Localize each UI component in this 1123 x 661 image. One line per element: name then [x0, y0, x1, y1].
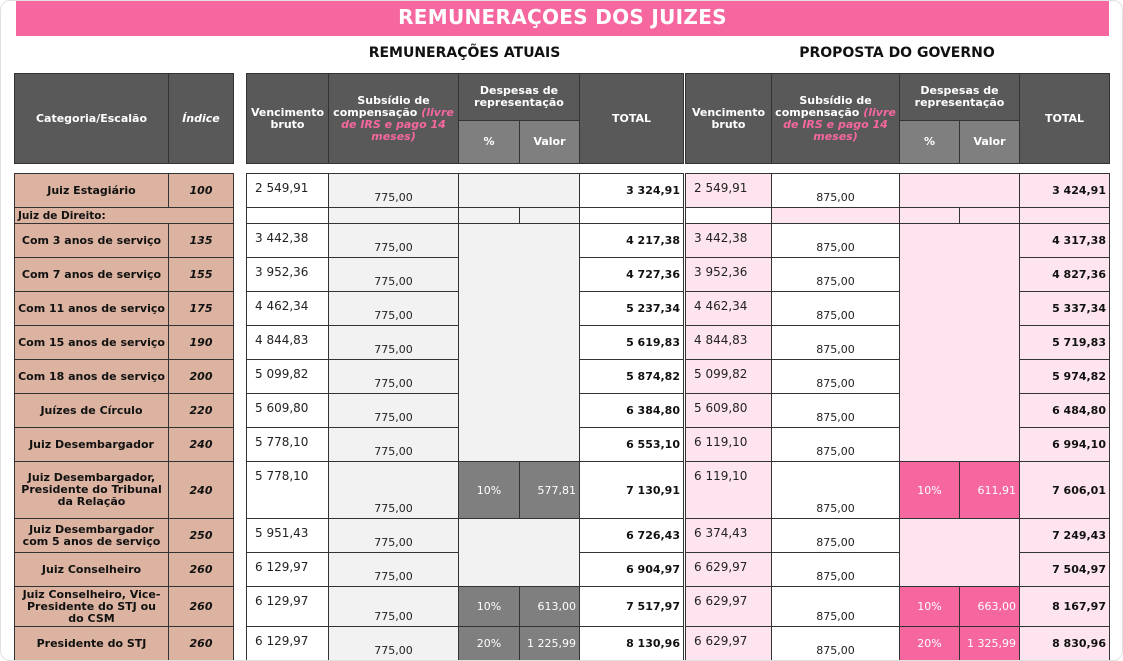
- proposal-pct-header: %: [900, 121, 960, 164]
- index-cell: 250: [169, 519, 234, 553]
- header-spacer: [686, 164, 1110, 174]
- current-pct-cell: [459, 174, 520, 208]
- category-table: [14, 73, 234, 661]
- current-subsidy-cell: 775,00: [329, 326, 459, 360]
- group-spacer-cell: [686, 208, 772, 224]
- category-cell: Com 7 anos de serviço: [15, 258, 169, 292]
- proposal-total-cell: 3 424,91: [1020, 174, 1110, 208]
- current-value-cell: [520, 553, 580, 587]
- proposal-value-cell: [960, 292, 1020, 326]
- proposal-total-cell: 8 830,96: [1020, 627, 1110, 661]
- proposal-base-header: Vencimento bruto: [686, 74, 772, 164]
- current-base-cell: 5 099,82: [247, 360, 329, 394]
- current-value-cell: [520, 519, 580, 553]
- proposal-pct-cell: [900, 428, 960, 462]
- current-total-cell: 5 874,82: [580, 360, 684, 394]
- index-cell: 100: [169, 174, 234, 208]
- proposal-pct-cell: [900, 326, 960, 360]
- current-value-cell: [520, 292, 580, 326]
- current-base-cell: 5 951,43: [247, 519, 329, 553]
- index-cell: 155: [169, 258, 234, 292]
- current-total-cell: 7 517,97: [580, 587, 684, 627]
- proposal-total-cell: 5 719,83: [1020, 326, 1110, 360]
- current-base-cell: 5 778,10: [247, 428, 329, 462]
- current-pct-cell: [459, 360, 520, 394]
- current-total-cell: 3 324,91: [580, 174, 684, 208]
- current-value-cell: [520, 224, 580, 258]
- proposal-total-cell: 7 504,97: [1020, 553, 1110, 587]
- proposal-total-cell: 5 337,34: [1020, 292, 1110, 326]
- current-base-cell: 6 129,97: [247, 627, 329, 661]
- proposal-pct-cell: [900, 224, 960, 258]
- current-value-cell: [520, 428, 580, 462]
- group-spacer-cell: [960, 208, 1020, 224]
- current-total-cell: 6 553,10: [580, 428, 684, 462]
- current-pct-cell: [459, 428, 520, 462]
- current-value-cell: 1 225,99: [520, 627, 580, 661]
- proposal-pct-cell: [900, 360, 960, 394]
- group-spacer-cell: [520, 208, 580, 224]
- index-cell: 190: [169, 326, 234, 360]
- current-total-cell: 6 726,43: [580, 519, 684, 553]
- current-total-cell: 8 130,96: [580, 627, 684, 661]
- category-cell: Juiz Conselheiro, Vice-Presidente do STJ ou do CSM: [15, 587, 169, 627]
- current-base-cell: 2 549,91: [247, 174, 329, 208]
- proposal-base-cell: 3 442,38: [686, 224, 772, 258]
- proposal-total-header: TOTAL: [1020, 74, 1110, 164]
- proposal-value-cell: [960, 428, 1020, 462]
- current-pct-cell: [459, 258, 520, 292]
- index-cell: 135: [169, 224, 234, 258]
- proposal-subsidy-cell: 875,00: [772, 428, 900, 462]
- current-subsidy-note: (livre de IRS e pago 14 meses): [341, 105, 454, 143]
- current-value-header: Valor: [520, 121, 580, 164]
- category-cell: Com 18 anos de serviço: [15, 360, 169, 394]
- current-base-cell: 5 778,10: [247, 462, 329, 519]
- current-subsidy-cell: 775,00: [329, 587, 459, 627]
- category-cell: Com 3 anos de serviço: [15, 224, 169, 258]
- proposal-subsidy-cell: 875,00: [772, 587, 900, 627]
- proposal-value-cell: [960, 258, 1020, 292]
- current-pct-cell: [459, 224, 520, 258]
- group-spacer-cell: [580, 208, 684, 224]
- current-subsidy-cell: 775,00: [329, 462, 459, 519]
- proposal-value-cell: [960, 394, 1020, 428]
- proposal-base-cell: 6 629,97: [686, 627, 772, 661]
- group-spacer-cell: [772, 208, 900, 224]
- proposal-base-cell: 6 119,10: [686, 462, 772, 519]
- group-spacer-cell: [459, 208, 520, 224]
- current-base-header: Vencimento bruto: [247, 74, 329, 164]
- current-value-cell: 613,00: [520, 587, 580, 627]
- current-total-cell: 5 237,34: [580, 292, 684, 326]
- current-subsidy-label: Subsídio de compensação: [333, 93, 430, 119]
- proposal-subsidy-cell: 875,00: [772, 326, 900, 360]
- category-cell: Juiz Desembargador, Presidente do Tribunal da Relação: [15, 462, 169, 519]
- proposal-base-cell: 3 952,36: [686, 258, 772, 292]
- current-subsidy-cell: 775,00: [329, 428, 459, 462]
- proposal-subsidy-label: Subsídio de compensação: [775, 93, 872, 119]
- category-cell: Juiz Desembargador: [15, 428, 169, 462]
- proposal-subsidy-cell: 875,00: [772, 258, 900, 292]
- category-cell: Juiz Desembargador com 5 anos de serviço: [15, 519, 169, 553]
- current-base-cell: 3 442,38: [247, 224, 329, 258]
- current-value-cell: [520, 326, 580, 360]
- proposal-total-cell: 6 484,80: [1020, 394, 1110, 428]
- page-title: REMUNERAÇOES DOS JUIZES: [16, 1, 1109, 36]
- proposal-total-cell: 5 974,82: [1020, 360, 1110, 394]
- proposal-pct-cell: [900, 292, 960, 326]
- category-cell: Juiz Estagiário: [15, 174, 169, 208]
- header-spacer: [247, 164, 684, 174]
- current-base-cell: 6 129,97: [247, 553, 329, 587]
- current-total-header: TOTAL: [580, 74, 684, 164]
- group-spacer-cell: [1020, 208, 1110, 224]
- current-pct-cell: [459, 292, 520, 326]
- section-title-proposal: PROPOSTA DO GOVERNO: [799, 45, 995, 61]
- proposal-value-cell: [960, 224, 1020, 258]
- current-subsidy-cell: 775,00: [329, 519, 459, 553]
- current-total-cell: 7 130,91: [580, 462, 684, 519]
- index-cell: 240: [169, 462, 234, 519]
- current-pct-cell: [459, 326, 520, 360]
- proposal-value-cell: 663,00: [960, 587, 1020, 627]
- current-total-cell: 5 619,83: [580, 326, 684, 360]
- proposal-base-cell: 5 609,80: [686, 394, 772, 428]
- index-cell: 200: [169, 360, 234, 394]
- index-cell: 260: [169, 627, 234, 661]
- proposal-pct-cell: 20%: [900, 627, 960, 661]
- proposal-subsidy-cell: 875,00: [772, 224, 900, 258]
- index-cell: 220: [169, 394, 234, 428]
- proposal-total-cell: 7 606,01: [1020, 462, 1110, 519]
- current-pct-cell: [459, 394, 520, 428]
- current-subsidy-header: [329, 74, 459, 164]
- proposal-base-cell: 5 099,82: [686, 360, 772, 394]
- current-subsidy-cell: 775,00: [329, 224, 459, 258]
- current-total-cell: 4 727,36: [580, 258, 684, 292]
- header-spacer: [15, 164, 234, 174]
- current-base-cell: 4 462,34: [247, 292, 329, 326]
- index-cell: 240: [169, 428, 234, 462]
- current-base-cell: 4 844,83: [247, 326, 329, 360]
- current-value-cell: 577,81: [520, 462, 580, 519]
- proposal-total-cell: 6 994,10: [1020, 428, 1110, 462]
- proposal-subsidy-cell: 875,00: [772, 360, 900, 394]
- proposal-value-cell: [960, 360, 1020, 394]
- current-subsidy-cell: 775,00: [329, 553, 459, 587]
- proposal-value-cell: [960, 519, 1020, 553]
- proposal-subsidy-header: [772, 74, 900, 164]
- current-pct-cell: [459, 519, 520, 553]
- proposal-base-cell: 6 629,97: [686, 553, 772, 587]
- proposal-pct-cell: [900, 519, 960, 553]
- current-value-cell: [520, 394, 580, 428]
- category-cell: Com 11 anos de serviço: [15, 292, 169, 326]
- current-subsidy-cell: 775,00: [329, 174, 459, 208]
- proposal-base-cell: 6 629,97: [686, 587, 772, 627]
- proposal-subsidy-cell: 875,00: [772, 553, 900, 587]
- current-salary-table: [246, 73, 684, 661]
- current-pct-cell: 10%: [459, 462, 520, 519]
- proposal-total-cell: 7 249,43: [1020, 519, 1110, 553]
- proposal-pct-cell: [900, 553, 960, 587]
- current-subsidy-cell: 775,00: [329, 394, 459, 428]
- current-pct-header: %: [459, 121, 520, 164]
- proposal-salary-table: [685, 73, 1110, 661]
- proposal-base-cell: 6 374,43: [686, 519, 772, 553]
- index-cell: 260: [169, 587, 234, 627]
- proposal-base-cell: 6 119,10: [686, 428, 772, 462]
- proposal-base-cell: 4 462,34: [686, 292, 772, 326]
- group-spacer-cell: [247, 208, 329, 224]
- current-subsidy-cell: 775,00: [329, 360, 459, 394]
- proposal-total-cell: 8 167,97: [1020, 587, 1110, 627]
- category-header: Categoria/Escalão: [15, 74, 169, 164]
- current-expenses-header: Despesas de representação: [459, 74, 580, 121]
- current-value-cell: [520, 258, 580, 292]
- proposal-pct-cell: [900, 394, 960, 428]
- proposal-value-cell: [960, 326, 1020, 360]
- group-label-juiz-de-direito: Juiz de Direito:: [15, 208, 234, 224]
- proposal-expenses-header: Despesas de representação: [900, 74, 1020, 121]
- current-pct-cell: 20%: [459, 627, 520, 661]
- proposal-value-cell: 1 325,99: [960, 627, 1020, 661]
- proposal-pct-cell: 10%: [900, 587, 960, 627]
- group-spacer-cell: [329, 208, 459, 224]
- proposal-value-cell: 611,91: [960, 462, 1020, 519]
- index-cell: 175: [169, 292, 234, 326]
- proposal-base-cell: 2 549,91: [686, 174, 772, 208]
- current-value-cell: [520, 360, 580, 394]
- current-total-cell: 4 217,38: [580, 224, 684, 258]
- proposal-subsidy-cell: 875,00: [772, 462, 900, 519]
- proposal-subsidy-cell: 875,00: [772, 627, 900, 661]
- current-total-cell: 6 904,97: [580, 553, 684, 587]
- proposal-subsidy-cell: 875,00: [772, 394, 900, 428]
- index-header: Índice: [169, 74, 234, 164]
- category-cell: Com 15 anos de serviço: [15, 326, 169, 360]
- current-subsidy-cell: 775,00: [329, 258, 459, 292]
- proposal-base-cell: 4 844,83: [686, 326, 772, 360]
- category-cell: Juiz Conselheiro: [15, 553, 169, 587]
- group-spacer-cell: [900, 208, 960, 224]
- current-base-cell: 5 609,80: [247, 394, 329, 428]
- proposal-subsidy-note: (livre de IRS e pago 14 meses): [783, 105, 896, 143]
- proposal-value-header: Valor: [960, 121, 1020, 164]
- category-cell: Presidente do STJ: [15, 627, 169, 661]
- proposal-total-cell: 4 827,36: [1020, 258, 1110, 292]
- proposal-total-cell: 4 317,38: [1020, 224, 1110, 258]
- proposal-pct-cell: [900, 258, 960, 292]
- current-value-cell: [520, 174, 580, 208]
- section-title-current: REMUNERAÇÕES ATUAIS: [368, 45, 561, 61]
- index-cell: 260: [169, 553, 234, 587]
- current-total-cell: 6 384,80: [580, 394, 684, 428]
- proposal-pct-cell: [900, 174, 960, 208]
- proposal-value-cell: [960, 174, 1020, 208]
- current-base-cell: 6 129,97: [247, 587, 329, 627]
- proposal-subsidy-cell: 875,00: [772, 292, 900, 326]
- current-subsidy-cell: 775,00: [329, 627, 459, 661]
- proposal-value-cell: [960, 553, 1020, 587]
- proposal-subsidy-cell: 875,00: [772, 519, 900, 553]
- proposal-pct-cell: 10%: [900, 462, 960, 519]
- category-cell: Juízes de Círculo: [15, 394, 169, 428]
- current-pct-cell: [459, 553, 520, 587]
- proposal-subsidy-cell: 875,00: [772, 174, 900, 208]
- current-base-cell: 3 952,36: [247, 258, 329, 292]
- current-subsidy-cell: 775,00: [329, 292, 459, 326]
- current-pct-cell: 10%: [459, 587, 520, 627]
